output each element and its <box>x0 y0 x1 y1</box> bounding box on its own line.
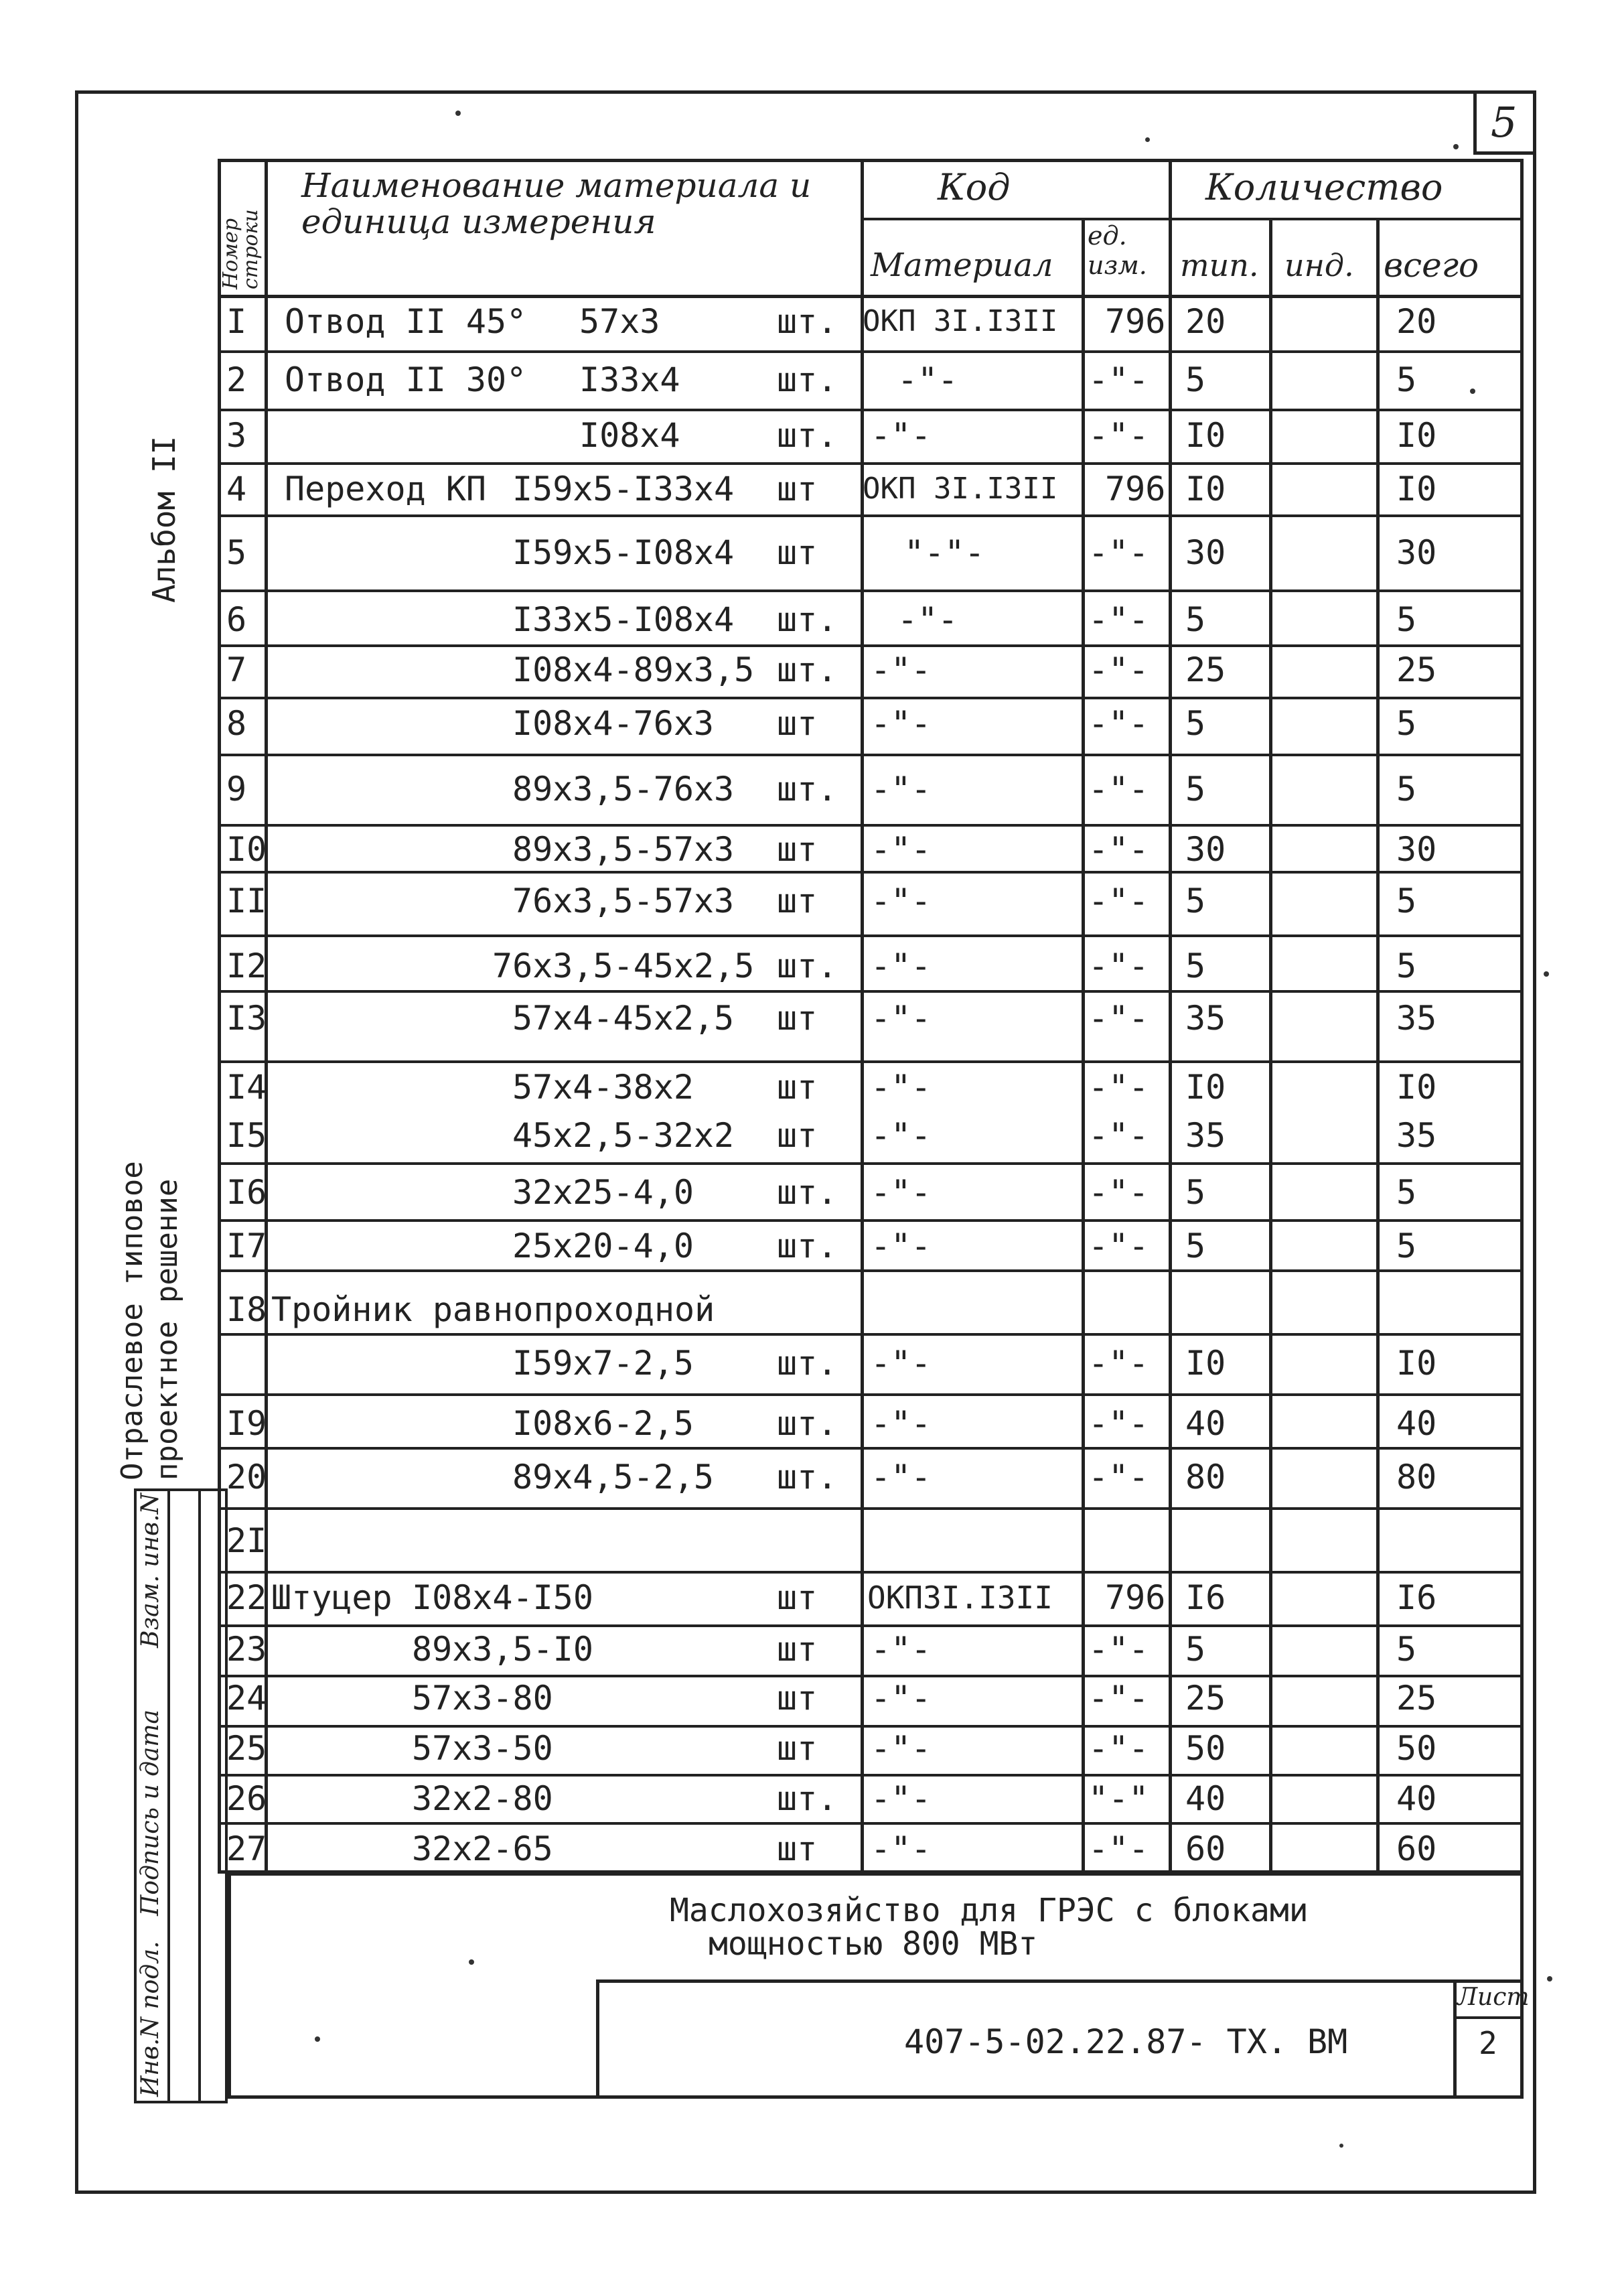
row-unit-code: -"- <box>1088 1173 1149 1212</box>
row-unit-code: -"- <box>1088 1829 1149 1868</box>
row-unit-code: -"- <box>1088 882 1149 920</box>
row-no: I2 <box>226 947 267 985</box>
row-unit: шт <box>777 1068 818 1107</box>
stamp-col-2 <box>198 1488 201 2103</box>
title-block-left <box>228 1872 231 2099</box>
document-code: 407-5-02.22.87- ТХ. ВМ <box>904 2022 1348 2061</box>
row-no: 24 <box>226 1679 267 1718</box>
row-qty-typ: 5 <box>1185 360 1206 399</box>
row-unit-code: -"- <box>1088 1630 1149 1669</box>
row-size: I08x4-I50 <box>412 1578 593 1617</box>
row-sep <box>218 1774 1524 1777</box>
row-no: 5 <box>226 533 247 572</box>
sheet-label: Лист <box>1457 1984 1530 2011</box>
row-size: I08x4-76x3 <box>512 704 715 743</box>
row-qty-typ: 5 <box>1185 704 1206 743</box>
row-no: I0 <box>226 830 267 869</box>
row-material-code: -"- <box>871 650 932 689</box>
row-size: 57x3-50 <box>412 1729 553 1768</box>
header-qty-total: всего <box>1384 246 1479 285</box>
row-unit: шт. <box>777 1227 838 1265</box>
col-line-qty <box>1169 159 1172 1874</box>
row-size: 89x3,5-I0 <box>412 1630 593 1669</box>
row-material-code: -"- <box>871 770 932 809</box>
row-qty-total: 20 <box>1396 302 1437 341</box>
row-no: 20 <box>226 1458 267 1497</box>
row-qty-typ: 5 <box>1185 882 1206 920</box>
row-unit-code: 796 <box>1105 470 1166 508</box>
row-no: 2I <box>226 1521 267 1560</box>
row-sep <box>218 1571 1524 1574</box>
row-unit: шт. <box>777 650 838 689</box>
row-qty-total: 30 <box>1396 830 1437 869</box>
row-size: I33x5-I08x4 <box>512 600 735 639</box>
row-qty-total: I0 <box>1396 416 1437 455</box>
row-qty-total: 25 <box>1396 650 1437 689</box>
title-block-top <box>228 1872 1524 1876</box>
row-unit-code: -"- <box>1088 1116 1149 1155</box>
row-qty-typ: I0 <box>1185 1068 1226 1107</box>
row-qty-typ: 40 <box>1185 1404 1226 1443</box>
row-qty-total: I0 <box>1396 470 1437 508</box>
row-qty-total: 5 <box>1396 1630 1417 1669</box>
row-qty-total: 5 <box>1396 360 1417 399</box>
row-qty-typ: I0 <box>1185 470 1226 508</box>
header-bottom <box>218 295 1524 298</box>
row-qty-total: 40 <box>1396 1779 1437 1818</box>
row-size: I08x6-2,5 <box>512 1404 694 1443</box>
row-size: 32x2-65 <box>412 1829 553 1868</box>
row-no: II <box>226 882 267 920</box>
row-no: 7 <box>226 650 247 689</box>
row-qty-total: 5 <box>1396 704 1417 743</box>
scan-speck <box>455 111 461 116</box>
row-qty-total: I6 <box>1396 1578 1437 1617</box>
row-name: Тройник равнопроходной <box>271 1290 715 1329</box>
corner-box-bottom <box>1473 151 1536 155</box>
header-qty-typ: тип. <box>1180 247 1259 283</box>
row-unit-code: -"- <box>1088 1344 1149 1383</box>
row-no: I <box>226 302 247 341</box>
row-material-code: -"- <box>871 1344 932 1383</box>
row-unit-code: -"- <box>1088 830 1149 869</box>
corner-box-left <box>1473 90 1477 154</box>
row-material-code: -"- <box>871 1068 932 1107</box>
row-sep <box>218 1507 1524 1510</box>
row-qty-typ: 5 <box>1185 1173 1206 1212</box>
scan-speck <box>1145 137 1150 142</box>
row-qty-total: 5 <box>1396 882 1417 920</box>
scan-speck <box>1453 144 1459 149</box>
row-name: Переход КП <box>285 470 487 508</box>
row-qty-typ: 60 <box>1185 1829 1226 1868</box>
row-unit-code: -"- <box>1088 533 1149 572</box>
row-name: Штуцер <box>271 1578 392 1617</box>
row-unit-code: 796 <box>1105 302 1166 341</box>
row-size: 25x20-4,0 <box>512 1227 694 1265</box>
row-unit: шт <box>777 1578 818 1617</box>
row-material-code: -"- <box>871 704 932 743</box>
row-sep <box>218 514 1524 517</box>
row-sep <box>218 1447 1524 1450</box>
row-qty-total: 5 <box>1396 600 1417 639</box>
row-unit: шт <box>777 533 818 572</box>
row-no: I6 <box>226 1173 267 1212</box>
scan-speck <box>1470 389 1475 394</box>
row-unit: шт <box>777 999 818 1038</box>
scan-speck <box>315 2036 320 2042</box>
row-size: 89x3,5-76x3 <box>512 770 735 809</box>
row-unit: шт <box>777 1679 818 1718</box>
col-line-code <box>861 159 864 1874</box>
row-size: I33x4 <box>579 360 680 399</box>
row-qty-total: I0 <box>1396 1068 1437 1107</box>
row-unit-code: -"- <box>1088 1458 1149 1497</box>
row-size: 32x2-80 <box>412 1779 553 1818</box>
row-size: 57x3 <box>579 302 660 341</box>
row-qty-total: 30 <box>1396 533 1437 572</box>
row-sep <box>218 644 1524 647</box>
row-unit: шт. <box>777 947 838 985</box>
row-qty-typ: I0 <box>1185 416 1226 455</box>
row-material-code: ОКП 3I.I3II <box>863 472 1058 506</box>
row-no: 25 <box>226 1729 267 1768</box>
row-name: Отвод II 45° <box>285 302 527 341</box>
scan-speck <box>1547 1976 1552 1981</box>
sheet-box-left <box>1453 1979 1457 2097</box>
row-size: 89x4,5-2,5 <box>512 1458 715 1497</box>
row-material-code: -"- <box>871 1779 932 1818</box>
row-sep <box>218 824 1524 827</box>
row-material-code: -"- <box>871 947 932 985</box>
row-unit: шт <box>777 1630 818 1669</box>
stamp-label-replace: Взам. инв.N <box>137 1492 164 1648</box>
row-qty-total: 5 <box>1396 1227 1417 1265</box>
row-sep <box>218 934 1524 937</box>
row-no: 8 <box>226 704 247 743</box>
stamp-col-1 <box>167 1488 170 2103</box>
row-sep <box>218 697 1524 699</box>
row-no: 27 <box>226 1829 267 1868</box>
row-sep <box>218 1269 1524 1272</box>
row-unit-code: -"- <box>1088 1679 1149 1718</box>
row-unit: шт. <box>777 770 838 809</box>
row-unit: шт <box>777 1829 818 1868</box>
row-qty-total: 80 <box>1396 1458 1437 1497</box>
scan-speck <box>1544 971 1549 977</box>
row-size: 89x3,5-57x3 <box>512 830 735 869</box>
row-sep <box>218 1333 1524 1336</box>
row-no: 9 <box>226 770 247 809</box>
row-no: 4 <box>226 470 247 508</box>
row-qty-total: 50 <box>1396 1729 1437 1768</box>
row-size: 76x3,5-45x2,5 <box>492 947 755 985</box>
header-subline <box>861 218 1524 220</box>
row-unit: шт. <box>777 1344 838 1383</box>
row-unit: шт <box>777 882 818 920</box>
row-size: I08x4 <box>579 416 680 455</box>
row-unit-code: -"- <box>1088 704 1149 743</box>
row-material-code: -"- <box>871 1404 932 1443</box>
row-qty-typ: 35 <box>1185 1116 1226 1155</box>
row-unit: шт <box>777 1729 818 1768</box>
row-unit: шт. <box>777 302 838 341</box>
row-qty-typ: 5 <box>1185 600 1206 639</box>
row-material-code: -"- <box>871 1458 932 1497</box>
row-size: I59x5-I08x4 <box>512 533 735 572</box>
row-size: I08x4-89x3,5 <box>512 650 755 689</box>
row-no: 23 <box>226 1630 267 1669</box>
header-code-unit: ед. изм. <box>1088 221 1147 280</box>
row-unit: шт. <box>777 1173 838 1212</box>
row-no: I4 <box>226 1068 267 1107</box>
title-block-bottom <box>228 2095 1524 2099</box>
row-no: 22 <box>226 1578 267 1617</box>
row-unit-code: -"- <box>1088 999 1149 1038</box>
row-qty-typ: I0 <box>1185 1344 1226 1383</box>
row-unit-code: -"- <box>1088 360 1149 399</box>
row-material-code: -"- <box>871 999 932 1038</box>
row-no: 6 <box>226 600 247 639</box>
row-unit: шт <box>777 830 818 869</box>
row-unit-code: -"- <box>1088 1227 1149 1265</box>
row-material-code: -"- <box>871 1173 932 1212</box>
album-label: Альбом II <box>146 435 182 603</box>
row-material-code: -"- <box>871 882 932 920</box>
row-qty-typ: 40 <box>1185 1779 1226 1818</box>
row-qty-typ: 5 <box>1185 947 1206 985</box>
row-unit: шт. <box>777 1458 838 1497</box>
row-size: 57x3-80 <box>412 1679 553 1718</box>
row-unit: шт <box>777 1116 818 1155</box>
row-qty-typ: 5 <box>1185 1227 1206 1265</box>
row-qty-total: 60 <box>1396 1829 1437 1868</box>
row-material-code: -"- <box>871 830 932 869</box>
row-sep <box>218 1162 1524 1165</box>
row-size: I59x7-2,5 <box>512 1344 694 1383</box>
row-unit: шт. <box>777 600 838 639</box>
row-sep <box>218 1219 1524 1222</box>
row-unit-code: -"- <box>1088 1729 1149 1768</box>
row-sep <box>218 409 1524 411</box>
row-sep <box>218 754 1524 756</box>
row-no: I9 <box>226 1404 267 1443</box>
row-unit-code: 796 <box>1105 1578 1166 1617</box>
row-sep <box>218 1624 1524 1627</box>
row-qty-total: 35 <box>1396 999 1437 1038</box>
row-qty-typ: 25 <box>1185 1679 1226 1718</box>
row-unit: шт <box>777 704 818 743</box>
title-line-2: мощностью 800 МВт <box>709 1925 1038 1963</box>
row-material-code: -"- <box>871 1679 932 1718</box>
row-sep <box>218 1060 1524 1063</box>
sheet-box-mid <box>1453 2016 1524 2019</box>
row-qty-typ: 35 <box>1185 999 1226 1038</box>
row-unit-code: -"- <box>1088 650 1149 689</box>
row-material-code: -"- <box>871 1829 932 1868</box>
row-sep <box>218 1393 1524 1396</box>
row-unit-code: -"- <box>1088 416 1149 455</box>
row-no: I8 <box>226 1290 267 1329</box>
row-no: 2 <box>226 360 247 399</box>
row-unit: шт. <box>777 360 838 399</box>
header-qty-ind: инд. <box>1284 247 1354 283</box>
row-qty-total: 5 <box>1396 1173 1417 1212</box>
row-material-code: -"- <box>871 1630 932 1669</box>
row-unit-code: -"- <box>1088 600 1149 639</box>
header-code-material: Материал <box>871 247 1053 284</box>
row-material-code: -"- <box>897 600 958 639</box>
scan-speck <box>469 1959 474 1965</box>
solution-label-line2: проектное решение <box>150 1178 184 1480</box>
row-qty-typ: 5 <box>1185 1630 1206 1669</box>
row-size: 32x25-4,0 <box>512 1173 694 1212</box>
row-qty-typ: 20 <box>1185 302 1226 341</box>
row-unit: шт. <box>777 1404 838 1443</box>
row-qty-total: 5 <box>1396 770 1417 809</box>
row-sep <box>218 1822 1524 1825</box>
row-unit: шт. <box>777 416 838 455</box>
row-size: 57x4-45x2,5 <box>512 999 735 1038</box>
row-no: I7 <box>226 1227 267 1265</box>
row-qty-typ: 5 <box>1185 770 1206 809</box>
row-material-code: ОКП 3I.I3II <box>863 304 1058 338</box>
title-line-1: Маслохозяйство для ГРЭС с блоками <box>670 1892 1309 1929</box>
row-sep <box>218 462 1524 465</box>
row-material-code: -"- <box>871 1729 932 1768</box>
row-sep <box>218 871 1524 874</box>
row-no: I3 <box>226 999 267 1038</box>
row-size: I59x5-I33x4 <box>512 470 735 508</box>
sheet-number: 2 <box>1479 2025 1497 2061</box>
row-material-code: -"- <box>871 1227 932 1265</box>
header-code: Код <box>938 166 1011 208</box>
row-no: I5 <box>226 1116 267 1155</box>
row-unit-code: -"- <box>1088 947 1149 985</box>
row-name: Отвод II 30° <box>285 360 527 399</box>
row-material-code: "-"- <box>904 533 985 572</box>
row-size: 57x4-38x2 <box>512 1068 694 1107</box>
row-unit-code: "-" <box>1088 1779 1149 1818</box>
row-material-code: -"- <box>871 1116 932 1155</box>
row-qty-typ: 80 <box>1185 1458 1226 1497</box>
row-qty-typ: I6 <box>1185 1578 1226 1617</box>
row-sep <box>218 990 1524 993</box>
row-no: 26 <box>226 1779 267 1818</box>
row-material-code: -"- <box>871 416 932 455</box>
code-box-top <box>596 1979 1524 1983</box>
solution-label-line1: Отраслевое типовое <box>115 1161 149 1480</box>
row-qty-total: I0 <box>1396 1344 1437 1383</box>
row-size: 45x2,5-32x2 <box>512 1116 735 1155</box>
row-size: 76x3,5-57x3 <box>512 882 735 920</box>
row-sep <box>218 1675 1524 1677</box>
row-qty-total: 5 <box>1396 947 1417 985</box>
row-qty-typ: 30 <box>1185 533 1226 572</box>
row-qty-total: 25 <box>1396 1679 1437 1718</box>
scan-speck <box>1339 2144 1343 2148</box>
row-qty-total: 40 <box>1396 1404 1437 1443</box>
row-qty-total: 35 <box>1396 1116 1437 1155</box>
header-name: Наименование материала и единица измерения <box>301 166 812 241</box>
row-no: 3 <box>226 416 247 455</box>
row-sep <box>218 350 1524 353</box>
row-unit: шт. <box>777 1779 838 1818</box>
row-material-code: -"- <box>897 360 958 399</box>
row-sep <box>218 589 1524 592</box>
code-box-left <box>596 1979 599 2097</box>
stamp-label-signature: Подпись и дата <box>137 1710 164 1916</box>
header-quantity: Количество <box>1205 166 1443 208</box>
row-qty-typ: 50 <box>1185 1729 1226 1768</box>
stamp-label-inventory: Инв.N подл. <box>137 1941 164 2097</box>
row-qty-typ: 30 <box>1185 830 1226 869</box>
row-unit: шт <box>777 470 818 508</box>
row-material-code: ОКП3I.I3II <box>867 1580 1053 1616</box>
header-row-no: Номер строки <box>219 209 263 289</box>
row-unit-code: -"- <box>1088 770 1149 809</box>
row-unit-code: -"- <box>1088 1068 1149 1107</box>
sheet-corner-number: 5 <box>1491 98 1518 147</box>
row-unit-code: -"- <box>1088 1404 1149 1443</box>
row-sep <box>218 1725 1524 1728</box>
row-qty-typ: 25 <box>1185 650 1226 689</box>
